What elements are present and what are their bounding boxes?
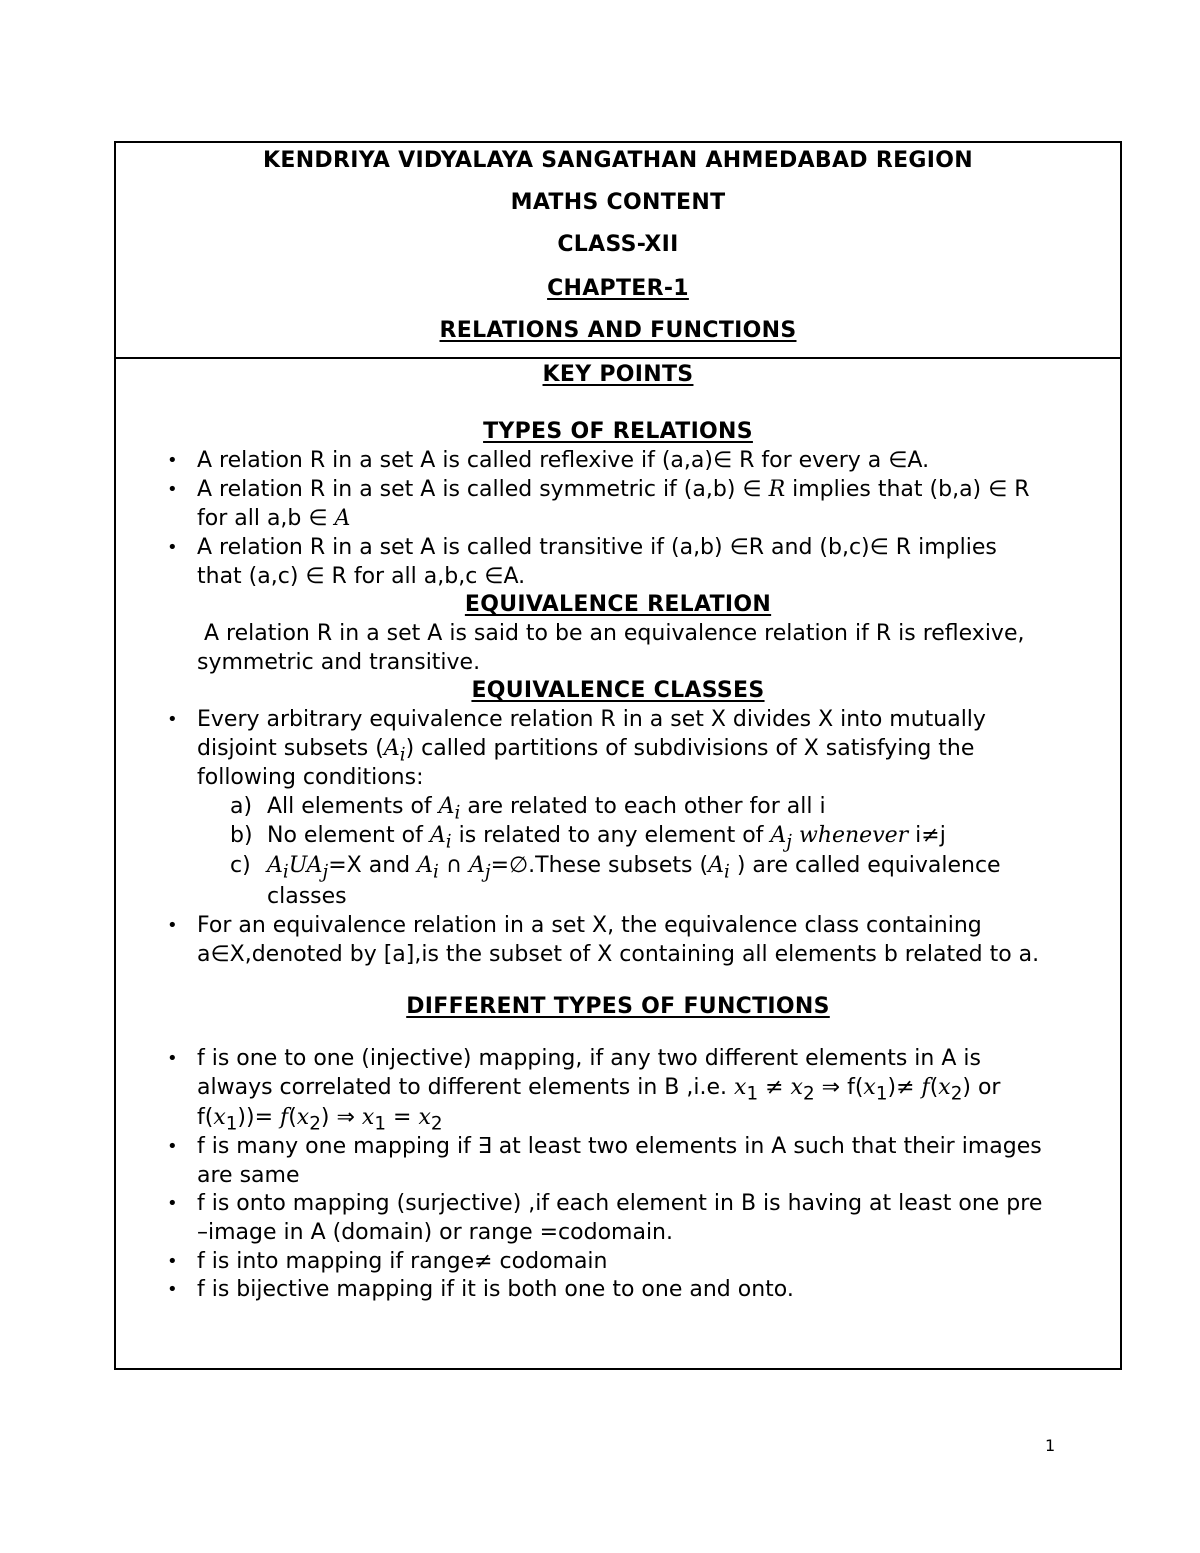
partition-text: Every arbitrary equivalence relation R in a set X divides X into mutually xyxy=(197,707,986,732)
condition-b-label: b) xyxy=(230,823,253,848)
equivalence-relation-text-cont: symmetric and transitive. xyxy=(197,650,481,675)
equivalence-class-text: For an equivalence relation in a set X, the equivalence class containing xyxy=(197,913,982,938)
transitive-definition: A relation R in a set A is called transitive if (a,b) ∈R and (b,c)∈ R implies xyxy=(197,535,997,560)
one-one-definition-cont: $f(x_1))= f(x_2)$ ⇒ $x_1 = x_2$ xyxy=(197,1105,443,1135)
bijective-definition: f is bijective mapping if it is both one to one and onto. xyxy=(197,1277,794,1302)
types-of-functions-heading: DIFFERENT TYPES OF FUNCTIONS xyxy=(406,994,830,1019)
condition-a-label: a) xyxy=(230,794,253,819)
condition-c: $A_iUA_j=X$ and $A_i$ ∩ $A_j=\emptyset.These$ subsets ($A_i$ ) are called equivalence xyxy=(267,853,1001,883)
header-section xyxy=(116,143,1120,359)
equivalence-relation-text: A relation R in a set A is said to be an equivalence relation if R is reflexive, xyxy=(204,621,1025,646)
bullet: • xyxy=(167,1279,178,1300)
many-one-definition: f is many one mapping if ∃ at least two elements in A such that their images xyxy=(197,1134,1042,1159)
bullet: • xyxy=(167,479,178,500)
condition-c-label: c) xyxy=(230,853,251,878)
symmetric-definition-cont: for all a,b ∈ A xyxy=(197,506,351,531)
condition-a: All elements of $A_i$ are related to each other for all i xyxy=(267,794,826,824)
bullet: • xyxy=(167,709,178,730)
partition-text-cont: disjoint subsets $(A_i)$ called partitions of subdivisions of X satisfying the xyxy=(197,736,975,766)
condition-c-cont: classes xyxy=(267,884,347,909)
transitive-definition-cont: that (a,c) ∈ R for all a,b,c ∈A. xyxy=(197,564,526,589)
reflexive-definition: A relation R in a set A is called reflexive if (a,a)∈ R for every a ∈A. xyxy=(197,448,930,473)
types-of-relations-heading: TYPES OF RELATIONS xyxy=(483,419,753,444)
bullet: • xyxy=(167,1193,178,1214)
page-number: 1 xyxy=(1045,1436,1056,1455)
bullet: • xyxy=(167,450,178,471)
many-one-definition-cont: are same xyxy=(197,1163,300,1188)
condition-b: No element of $A_i$ is related to any element of $A_j$ whenever i≠j xyxy=(267,823,946,853)
bullet: • xyxy=(167,537,178,558)
one-one-definition: f is one to one (injective) mapping, if any two different elements in A is xyxy=(197,1046,981,1071)
equivalence-classes-heading: EQUIVALENCE CLASSES xyxy=(471,678,765,703)
chapter-title: CHAPTER-1 xyxy=(547,276,689,301)
partition-text-cont: following conditions: xyxy=(197,765,424,790)
symmetric-definition: A relation R in a set A is called symmetric if (a,b) ∈ R implies that (b,a) ∈ R xyxy=(197,477,1030,502)
equivalence-relation-heading: EQUIVALENCE RELATION xyxy=(464,592,772,617)
content-box xyxy=(114,141,1122,1370)
school-name: KENDRIYA VIDYALAYA SANGATHAN AHMEDABAD REGION xyxy=(263,148,973,173)
bullet: • xyxy=(167,915,178,936)
equivalence-class-text-cont: a∈X,denoted by [a],is the subset of X containing all elements b related to a. xyxy=(197,942,1040,967)
class-title: CLASS-XII xyxy=(557,232,679,257)
onto-definition: f is onto mapping (surjective) ,if each element in B is having at least one pre xyxy=(197,1191,1043,1216)
bullet: • xyxy=(167,1251,178,1272)
chapter-name: RELATIONS AND FUNCTIONS xyxy=(439,318,797,343)
onto-definition-cont: –image in A (domain) or range =codomain. xyxy=(197,1220,673,1245)
subject-title: MATHS CONTENT xyxy=(510,190,726,215)
one-one-definition-cont: always correlated to different elements in B ,i.e. $x_1 \ne x_2$ ⇒ $f(x_1)\ne f(x_2)$ or xyxy=(197,1075,1001,1105)
into-definition: f is into mapping if range≠ codomain xyxy=(197,1249,608,1274)
bullet: • xyxy=(167,1136,178,1157)
key-points-heading: KEY POINTS xyxy=(542,362,694,387)
bullet: • xyxy=(167,1048,178,1069)
